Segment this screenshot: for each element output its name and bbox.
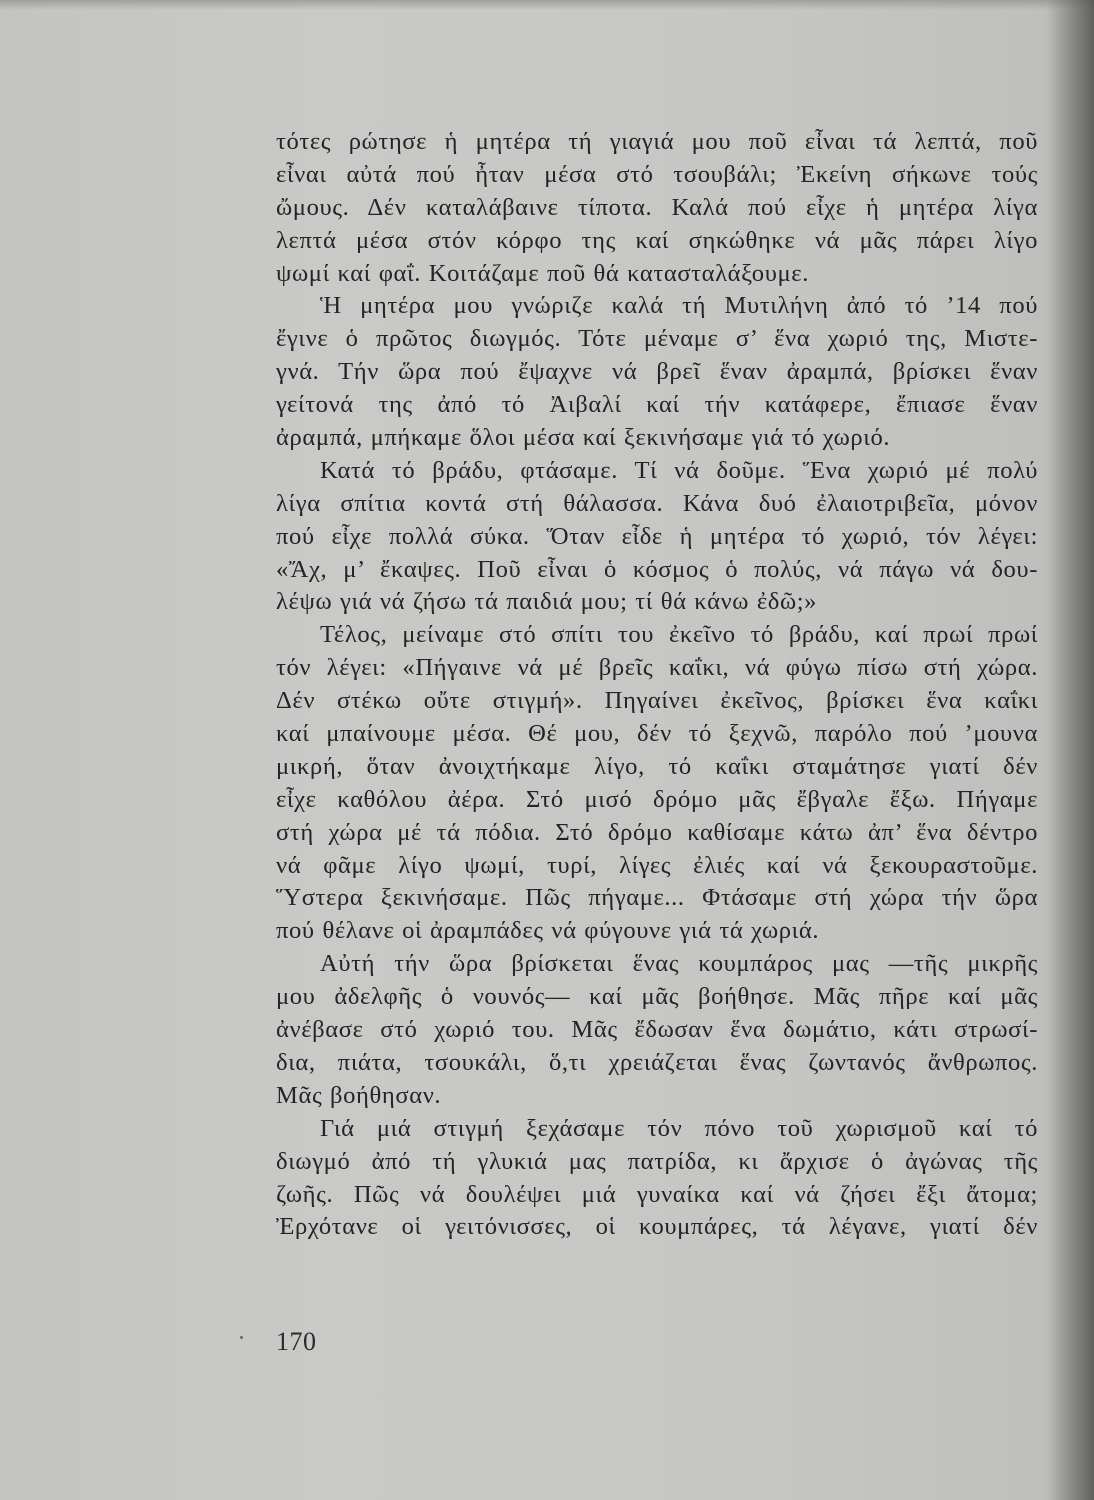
text-line: «Ἄχ, μ’ ἔκαψες. Ποῦ εἶναι ὁ κόσμος ὁ πολύς, νά πάγω νά δου- — [276, 555, 1038, 583]
text-line: λέψω γιά νά ζήσω τά παιδιά μου; τί θά κάνω ἐδῶ;» — [276, 588, 818, 616]
text-line: ἔγινε ὁ πρῶτος διωγμός. Τότε μέναμε σ’ ἕνα χωριό της, Μιστε- — [276, 325, 1038, 353]
page-number: 170 — [276, 1327, 317, 1356]
paragraph-start-line: Τέλος, μείναμε στό σπίτι του ἐκεῖνο τό βράδυ, καί πρωί πρωί — [320, 621, 1038, 649]
text-line: γείτονά της ἀπό τό Ἀιβαλί καί τήν κατάφερε, ἔπιασε ἕναν — [276, 391, 1038, 419]
text-line: ὤμους. Δέν καταλάβαινε τίποτα. Καλά πού εἶχε ἡ μητέρα λίγα — [276, 193, 1038, 221]
text-line: λίγα σπίτια κοντά στή θάλασσα. Κάνα δυό ἐλαιοτριβεῖα, μόνον — [276, 489, 1038, 517]
page-top-edge — [0, 0, 1094, 10]
text-line: πού θέλανε οἱ ἀραμπάδες νά φύγουνε γιά τά χωριά. — [276, 917, 820, 945]
text-line: ἀραμπά, μπήκαμε ὅλοι μέσα καί ξεκινήσαμε γιά τό χωριό. — [276, 424, 891, 452]
text-line: ἀνέβασε στό χωριό του. Μᾶς ἔδωσαν ἕνα δωμάτιο, κάτι στρωσί- — [276, 1016, 1038, 1044]
text-line: λεπτά μέσα στόν κόρφο της καί σηκώθηκε νά μᾶς πάρει λίγο — [276, 226, 1038, 254]
paragraph-start-line: Γιά μιά στιγμή ξεχάσαμε τόν πόνο τοῦ χωρισμοῦ καί τό — [320, 1114, 1038, 1142]
text-line: εἶχε καθόλου ἀέρα. Στό μισό δρόμο μᾶς ἔβγαλε ἔξω. Πήγαμε — [276, 785, 1038, 813]
text-line: καί μπαίνουμε μέσα. Θέ μου, δέν τό ξεχνῶ, παρόλο πού ’μουνα — [276, 720, 1038, 748]
text-line: Δέν στέκω οὔτε στιγμή». Πηγαίνει ἐκεῖνος, βρίσκει ἕνα καΐκι — [276, 687, 1038, 715]
text-line: γνά. Τήν ὥρα πού ἔψαχνε νά βρεῖ ἕναν ἀραμπά, βρίσκει ἕναν — [276, 358, 1038, 386]
text-line: ζωῆς. Πῶς νά δουλέψει μιά γυναίκα καί νά ζήσει ἔξι ἄτομα; — [276, 1180, 1038, 1208]
text-line: Ἐρχότανε οἱ γειτόνισσες, οἱ κουμπάρες, τά λέγανε, γιατί δέν — [276, 1213, 1038, 1241]
text-line: πού εἶχε πολλά σύκα. Ὅταν εἶδε ἡ μητέρα τό χωριό, τόν λέγει: — [276, 522, 1038, 550]
text-line: ψωμί καί φαΐ. Κοιτάζαμε ποῦ θά κατασταλάξουμε. — [276, 259, 809, 287]
text-line: στή χώρα μέ τά πόδια. Στό δρόμο καθίσαμε κάτω ἀπ’ ἕνα δέντρο — [276, 818, 1038, 846]
text-line: Μᾶς βοήθησαν. — [276, 1081, 442, 1109]
text-line: δια, πιάτα, τσουκάλι, ὅ,τι χρειάζεται ἕνας ζωντανός ἄνθρωπος. — [276, 1048, 1038, 1076]
paragraph-start-line: Κατά τό βράδυ, φτάσαμε. Τί νά δοῦμε. Ἕνα χωριό μέ πολύ — [320, 456, 1038, 484]
text-line: εἶναι αὐτά πού ἦταν μέσα στό τσουβάλι; Ἐκείνη σήκωνε τούς — [276, 160, 1038, 188]
book-spine-shadow — [1046, 0, 1094, 1500]
text-line: διωγμό ἀπό τή γλυκιά μας πατρίδα, κι ἄρχισε ὁ ἀγώνας τῆς — [276, 1147, 1038, 1175]
text-line: μικρή, ὅταν ἀνοιχτήκαμε λίγο, τό καΐκι σταμάτησε γιατί δέν — [276, 752, 1038, 780]
body-text — [276, 126, 1038, 1244]
paragraph-start-line: Ἡ μητέρα μου γνώριζε καλά τή Μυτιλήνη ἀπό τό ’14 πού — [320, 292, 1038, 320]
text-line: νά φᾶμε λίγο ψωμί, τυρί, λίγες ἐλιές καί νά ξεκουραστοῦμε. — [276, 851, 1038, 879]
text-line: τόν λέγει: «Πήγαινε νά μέ βρεῖς καΐκι, νά φύγω πίσω στή χώρα. — [276, 654, 1038, 682]
scan-speck — [240, 1336, 243, 1339]
text-line: Ὕστερα ξεκινήσαμε. Πῶς πήγαμε... Φτάσαμε στή χώρα τήν ὥρα — [276, 884, 1038, 912]
text-line: μου ἀδελφῆς ὁ νουνός— καί μᾶς βοήθησε. Μᾶς πῆρε καί μᾶς — [276, 983, 1038, 1011]
paragraph-start-line: Αὐτή τήν ὥρα βρίσκεται ἕνας κουμπάρος μας —τῆς μικρῆς — [320, 950, 1038, 978]
text-line: τότες ρώτησε ἡ μητέρα τή γιαγιά μου ποῦ εἶναι τά λεπτά, ποῦ — [276, 128, 1038, 155]
